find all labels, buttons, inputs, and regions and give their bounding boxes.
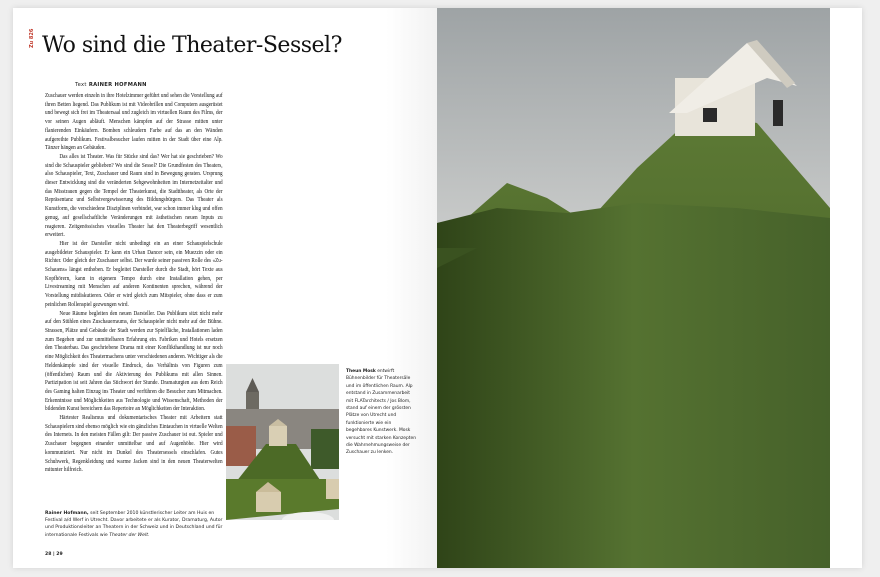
article-title: Wo sind die Theater-Sessel? xyxy=(42,33,342,58)
article-body xyxy=(45,92,223,475)
paragraph: Härtester Realismus und dokumentarisches Theater mit Arbeitern statt Schauspielern sind ebenso möglich wie ein gänzliches Eintauchen in virtuelle Welten des Internets. In den meisten Fällen gilt: Der passive Zuschauer ist out. Spieler und Zuschauer begegnen einander unmittelbar und auf Augenhöhe. Hier wird kommuniziert. Nur nicht im Dunkel des Theatersessels einschlafen. Gutes Schuhwerk, Regenkleidung und warme Jacken sind in den neuen Theaterwelten mitunter hilfreich. xyxy=(45,414,223,474)
bio-name: Rainer Hofmann, xyxy=(45,511,89,516)
byline-prefix: Text xyxy=(75,82,87,88)
magazine-spread xyxy=(13,8,862,568)
paragraph: Hier ist der Darsteller nicht unbedingt ein an einer Schauspielschule ausgebildeter Schauspieler. Er kann ein Urban Dancer sein, ein Muezzin oder ein Richter. Oder gleich der Zuschauer selbst. Der wurde seiner passiven Rolle des «Zu-Schauens» längst enthoben. Er begleitet Darsteller durch die Stadt, hört Texte aus Kopfhörern, kann in eigenem Tempo durch eine Installation gehen, per Livestreaming mit Menschen auf anderen Kontinenten sprechen, während der Vorstellung mitdiskutieren. Oder er wird gleich zum Mitspieler, ohne dass er zum peinlichen Rollenspiel gezwungen wird. xyxy=(45,239,223,308)
alp-installation-photo xyxy=(437,8,830,568)
paragraph: Zuschauer werden einzeln in ihre Hotelzimmer geführt und sehen die Vorstellung auf ihren Betten liegend. Das Publikum ist mit Videobrillen und Computern ausgerüstet und bewegt sich frei im Theatersaal und zugleich im virtuellen Raum des Films, der vor seinen Augen abläuft. Menschen kämpfen auf der Strasse mitten unter flanierenden Einkäufern. Bomben schleudern Farbe auf das an den Wänden aufgereihte Publikum. Festivalbesucher laufen mitten in der Stadt über eine Alp. Tänzer hängen an Gebäuden. xyxy=(45,92,223,152)
photo-caption xyxy=(346,368,416,457)
caption-name: Theun Mosk xyxy=(346,369,376,374)
paragraph: Neue Räume begleiten den neuen Darsteller. Das Publikum sitzt nicht mehr auf den Stühlen eines Zuschauerraums, der Schauspieler nicht mehr auf der Bühne. Strassen, Plätze und Gebäude der Stadt werden zur Spielfläche, Installationen laden zum Begehen und zur unmittelbaren Erfahrung ein. Fabriken und Hotels ersetzen den Theaterbau. Das geschriebene Drama mit einer Konflikthandlung ist nur noch eine Möglichkeit des Theatermachens unter verschiedenen anderen. Wichtiger als die Heldenkämpfe sind der visuelle Eindruck, das Verhältnis von Figuren zum (öffentlichen) Raum und die Aktivierung des Publikums mit allen Sinnen. Partizipation ist seit Jahren das Stichwort der Stunde. Dramaturgien aus dem Reich des Gaming halten Einzug ins Theater und verführen die Besucher zum Mitmachen. Erkenntnisse und Möglichkeiten aus Technologie und Wissenschaft, Methoden der bildenden Kunst bereichern das Repertoire an Möglichkeiten der Interaktion. xyxy=(45,309,223,413)
page-numbers: 28 | 29 xyxy=(45,552,63,557)
bio-text: seit September 2010 künstlerischer Leiter am Huis en Festival a/d Werf in Utrecht. Davor arbeitete er als Kurator, Dramaturg, Autor und Produktionsleiter an Theatern in der Schweiz und in Deutschland und für internationale Festivals wie xyxy=(45,511,223,538)
left-page xyxy=(13,8,437,568)
alp-city-photo xyxy=(226,364,339,520)
section-kicker: Zu 826 xyxy=(29,28,35,48)
bio-italic: Theater der Welt. xyxy=(109,532,150,538)
paragraph: Das alles ist Theater. Was für Stücke sind das? Wer hat sie geschrieben? Wo sind die Schauspieler geblieben? Wo sind die Sessel? Die Grundfesten des Theaters, also Schauspieler, Text, Zuschauer und Raum sind in Bewegung geraten. Ursprung dieser Entwicklung sind die veränderten Sehgewohnheiten im Internetzeitalter und das Misstrauen gegen die Tempel der Theaterkunst, die Stadttheater, als Orte der Repräsentanz und Selbstvergewisserung des Bildungsbürgers. Das Theater als Kunstform, die verschiedene Disziplinen verbindet, war schon immer klug und offen genug, auf gesellschaftliche Veränderungen mit ästhetischen neuen Inputs zu reagieren. Zeitgenössisches visuelles Theater hat den Theaterbegriff wesentlich erweitert. xyxy=(45,152,223,239)
byline-author: RAINER HOFMANN xyxy=(88,82,147,88)
caption-text: entwirft Bühnenbilder für Theatersäle und im öffentlichen Raum. Alp entstand in Zusammenarbeit mit FLATarchitects / Jos Blom, stand auf einem der grössten Plätze von Utrecht und funktionierte wie ein begehbares Kunstwerk. Mosk versucht mit starken Konzepten die Wahrnehmungsweise der Zuschauer zu lenken. xyxy=(346,369,417,456)
author-bio xyxy=(45,510,223,539)
byline xyxy=(75,82,147,88)
